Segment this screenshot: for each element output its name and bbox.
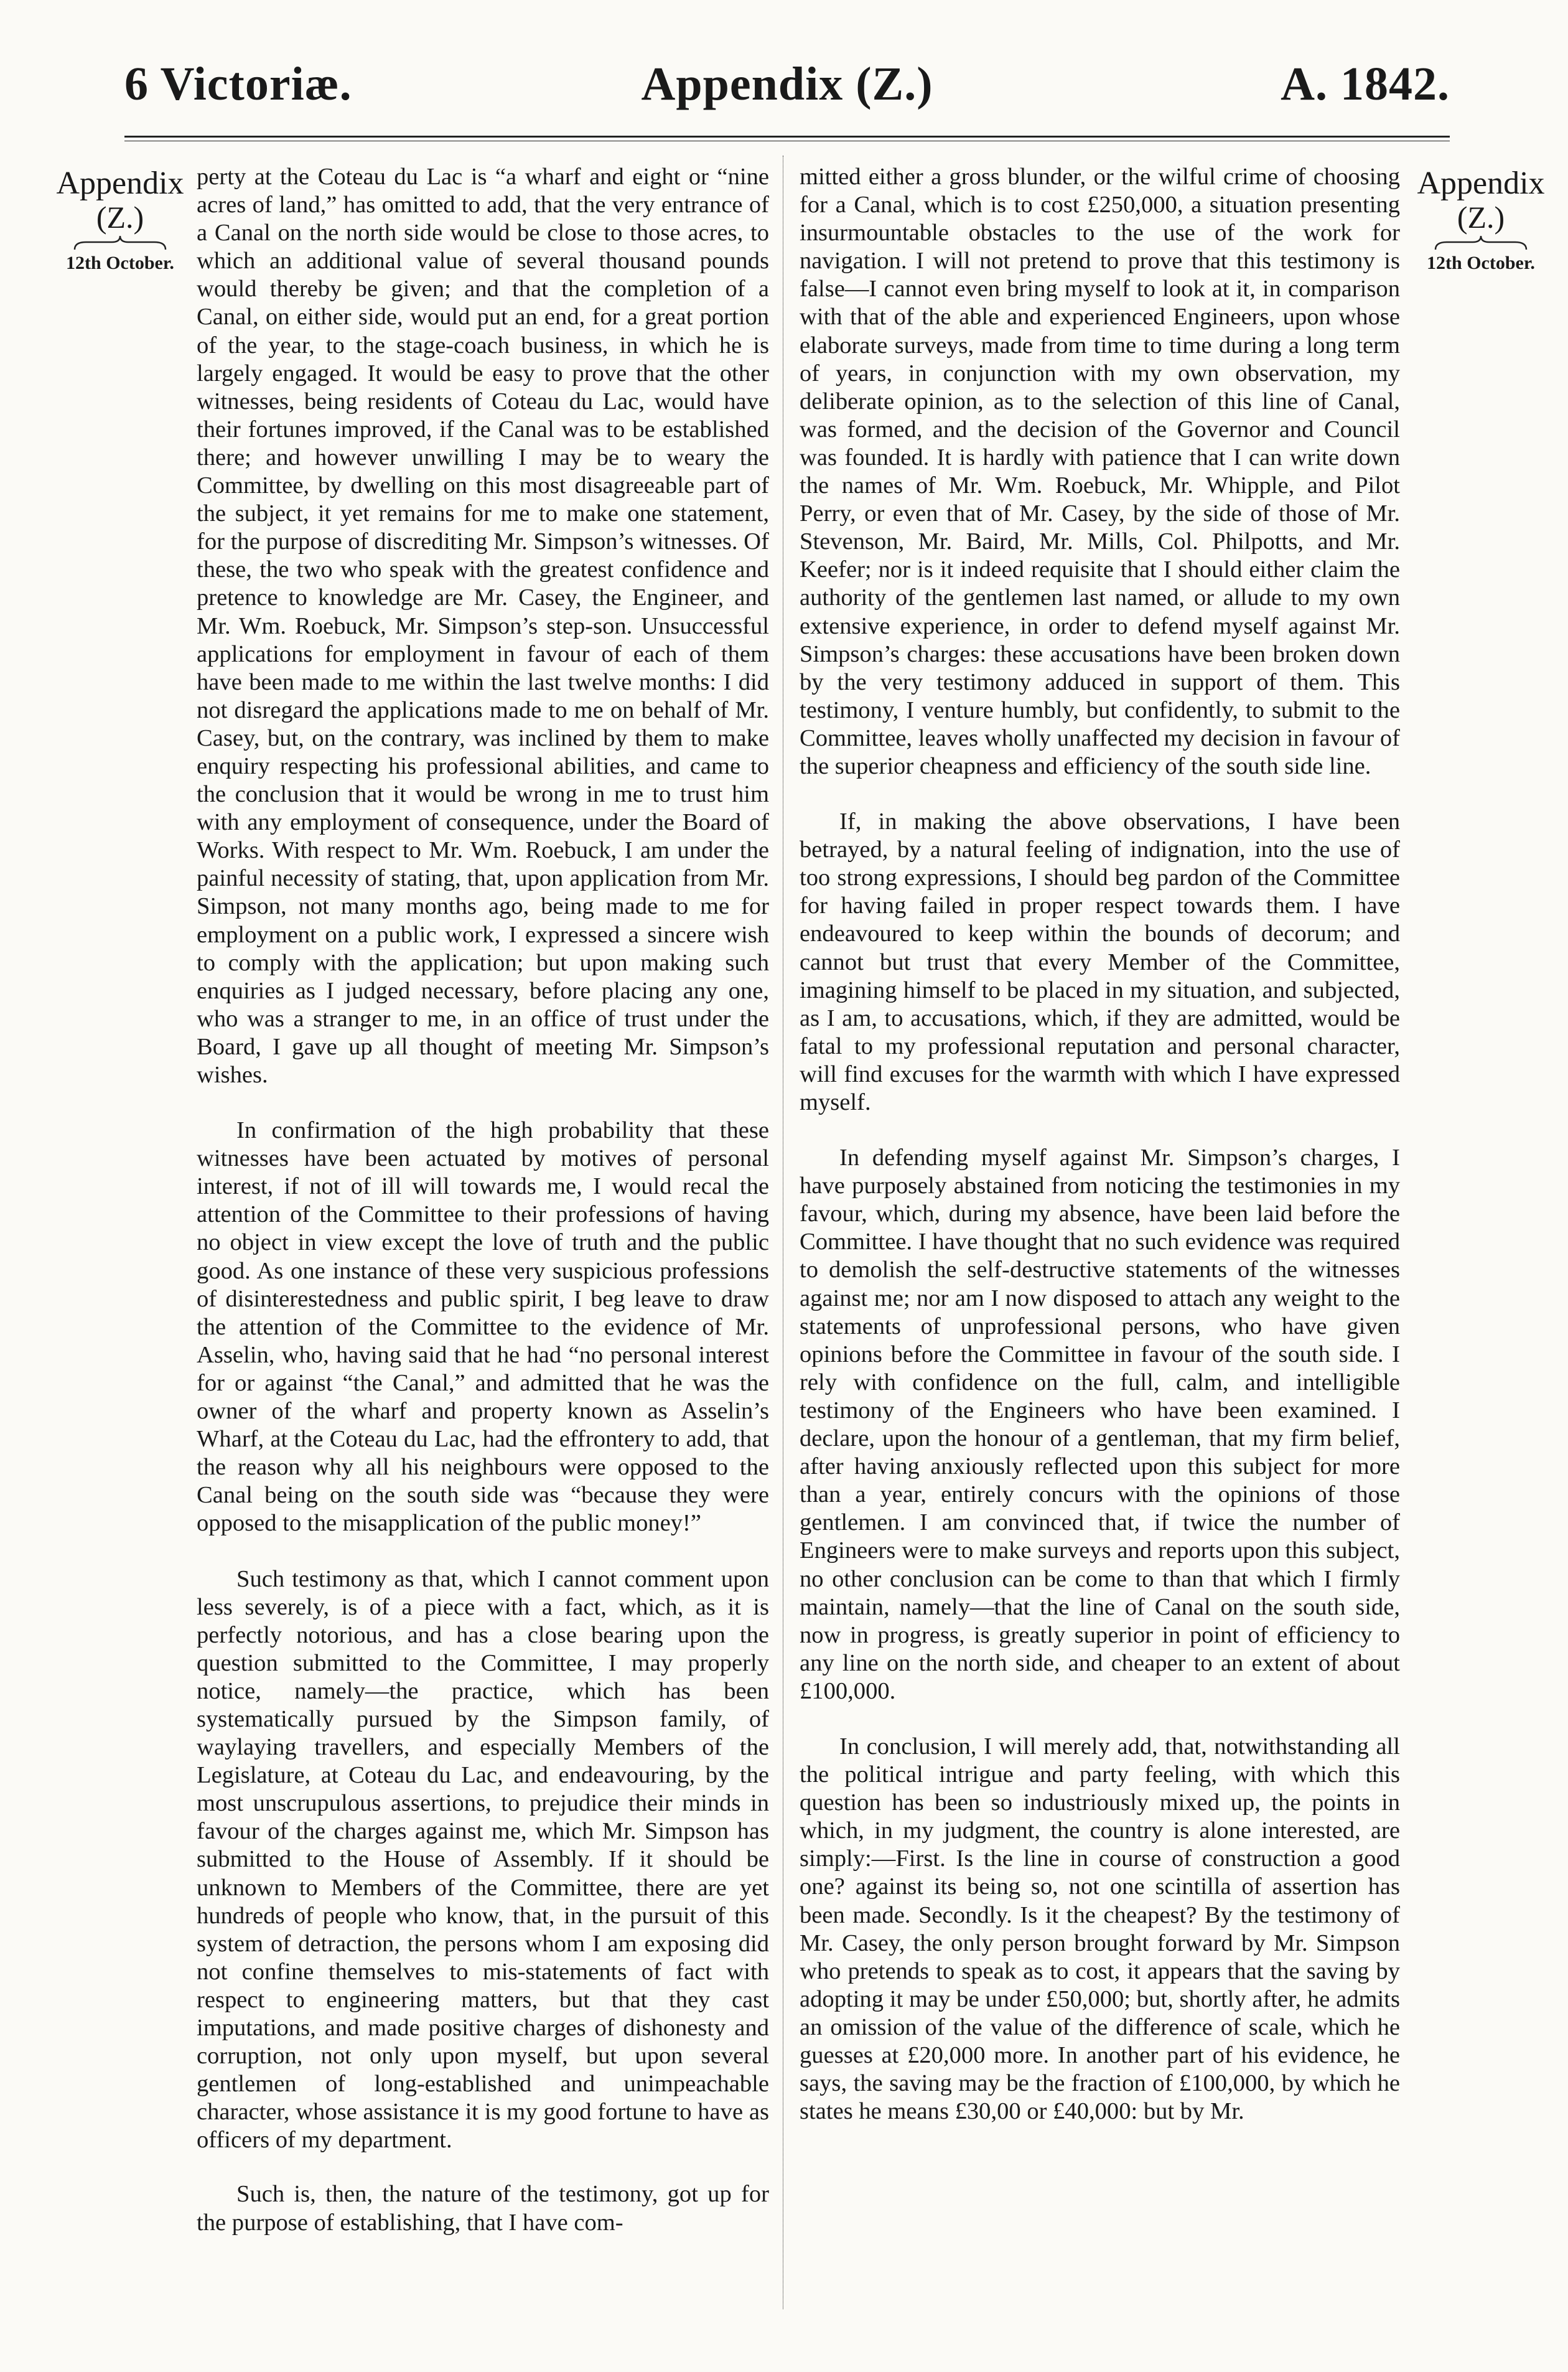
- left-column: [197, 163, 769, 2237]
- running-header: [124, 57, 1450, 126]
- paragraph: mitted either a gross blunder, or the wilful crime of choosing for a Canal, which is to cost £250,000, a situation presenting insurmountable obstacles to the use of the work for navigation. I will not pretend to prove that this testimony is false—I cannot even bring myself to look at it, in comparison with that of the able and experienced Engineers, upon whose elaborate surveys, made from time to time during a long term of years, in conjunction with my own observation, my deliberate opinion, as to the selection of this line of Canal, was formed, and the decision of the Governor and Council was founded. It is hardly with patience that I can write down the names of Mr. Wm. Roebuck, Mr. Whipple, and Pilot Perry, or even that of Mr. Casey, by the side of those of Mr. Stevenson, Mr. Baird, Mr. Mills, Col. Philpotts, and Mr. Keefer; nor is it indeed requisite that I should either claim the authority of the gentlemen last named, or allude to my own extensive experience, in order to defend myself against Mr. Simpson’s charges: these accusations have been broken down by the very testimony adduced in support of them. This testimony, I venture humbly, but confidently, to submit to the Committee, leaves wholly unaffected my decision in favour of the superior cheapness and efficiency of the south side line.: [800, 164, 1400, 779]
- margin-sub: (Z.): [96, 199, 144, 235]
- brace-icon: [73, 235, 167, 251]
- margin-note-right: [1412, 167, 1549, 273]
- margin-note-left: [55, 167, 185, 273]
- margin-date: 12th October.: [1427, 253, 1535, 274]
- margin-date: 12th October.: [66, 253, 174, 274]
- paragraph: Such testimony as that, which I cannot comment upon less severely, is of a piece with a fact, which, as it is perfectly notorious, and has a close bearing upon the question submitted to the Committee, I may properly notice, namely—the practice, which has been systematically pursued by the Simpson family, of waylaying travellers, and especially Members of the Legislature, at Coteau du Lac, and endeavouring, by the most unscrupulous assertions, to prejudice their minds in favour of the charges against me, which Mr. Simpson has submitted to the House of Assembly. If it should be unknown to Members of the Committee, there are yet hundreds of people who know, that, in the pursuit of this system of detraction, the persons whom I am exposing did not confine themselves to mis-statements of fact with respect to engineering matters, but that they cast imputations, and made positive charges of dishonesty and corruption, not only upon myself, but upon several gentlemen of long-established and unimpeachable character, whose assistance it is my good fortune to have as officers of my department.: [197, 1565, 769, 2154]
- paragraph: In confirmation of the high probability that these witnesses have been actuated by motives of personal interest, if not of ill will towards me, I would recal the attention of the Committee to their professions of having no object in view except the love of truth and the public good. As one instance of these very suspicious professions of disinterestedness and public spirit, I beg leave to draw the attention of the Committee to the evidence of Mr. Asselin, who, having said that he had “no personal interest for or against “the Canal,” and admitted that he was the owner of the wharf and property known as Asselin’s Wharf, at the Coteau du Lac, had the effrontery to add, that the reason why all his neighbours were opposed to the Canal being on the south side was “because they were opposed to the misapplication of the public money!”: [197, 1117, 769, 1537]
- right-column: [800, 163, 1400, 2126]
- paragraph: In defending myself against Mr. Simpson’s charges, I have purposely abstained from noticing the testimonies in my favour, which, during my absence, have been laid before the Committee. I have thought that no such evidence was required to demolish the self-destructive statements of the witnesses against me; nor am I now disposed to attach any weight to the statements of unprofessional persons, who have given opinions before the Committee in favour of the south side. I rely with confidence on the full, calm, and intelligible testimony of the Engineers who have been examined. I declare, upon the honour of a gentleman, that my firm belief, after having anxiously reflected upon this subject for more than a year, entirely concurs with the opinions of those gentlemen. I am convinced that, if twice the number of Engineers were to make surveys and reports upon this subject, no other conclusion can be come to than that which I firmly maintain, namely—that the line of Canal on the south side, now in progress, is greatly superior in point of efficiency to any line on the north side, and cheaper to an extent of about £100,000.: [800, 1145, 1400, 1704]
- paragraph: perty at the Coteau du Lac is “a wharf and eight or “nine acres of land,” has omitted to add, that the very entrance of a Canal on the north side would be close to those acres, to which an additional value of several thousand pounds would thereby be given; and that the completion of a Canal, on either side, would put an end, for a great portion of the year, to the stage-coach business, in which he is largely engaged. It would be easy to prove that the other witnesses, being residents of Coteau du Lac, would have their fortunes improved, if the Canal was to be established there; and however unwilling I may be to weary the Committee, by dwelling on this most disagreeable part of the subject, it yet remains for me to make one statement, for the purpose of discrediting Mr. Simpson’s witnesses. Of these, the two who speak with the greatest confidence and pretence to knowledge are Mr. Casey, the Engineer, and Mr. Wm. Roebuck, Mr. Simpson’s step-son. Unsuccessful applications for employment in favour of each of them have been made to me within the last twelve months: I did not disregard the applications made to me on behalf of Mr. Casey, but, on the contrary, was inclined by them to make enquiry respecting his professional abilities, and came to the conclusion that it would be wrong in me to trust him with any employment of consequence, under the Board of Works. With respect to Mr. Wm. Roebuck, I am under the painful necessity of stating, that, upon application from Mr. Simpson, not many months ago, being made to me for employment on a public work, I expressed a sincere wish to comply with the application; but upon making such enquiries as I judged necessary, before placing any one, who was a stranger to me, in an office of trust under the Board, I gave up all thought of meeting Mr. Simpson’s wishes.: [197, 164, 769, 1088]
- margin-label: Appendix: [56, 166, 184, 201]
- header-regnal-year: 6 Victoriæ.: [124, 58, 352, 110]
- header-year: A. 1842.: [1281, 58, 1450, 110]
- brace-icon: [1434, 235, 1528, 251]
- margin-sub: (Z.): [1457, 199, 1505, 235]
- paragraph: If, in making the above observations, I have been betrayed, by a natural feeling of indignation, into the use of too strong expressions, I should beg pardon of the Committee for having failed in proper respect towards them. I have endeavoured to keep within the bounds of decorum; and cannot but trust that every Member of the Committee, imagining himself to be placed in my situation, and subjected, as I am, to accusations, which, if they are admitted, would be fatal to my professional reputation and personal character, will find excuses for the warmth with which I have expressed myself.: [800, 809, 1400, 1115]
- header-rule-thick: [124, 136, 1450, 138]
- paragraph: In conclusion, I will merely add, that, notwithstanding all the political intrigue and party feeling, with which this question has been so industriously mixed up, the points in which, in my judgment, the country is alone interested, are simply:—First. Is the line in course of construction a good one? against its being so, not one scintilla of assertion has been made. Secondly. Is it the cheapest? By the testimony of Mr. Casey, the only person brought forward by Mr. Simpson who pretends to speak as to cost, it appears that the saving by adopting it may be under £50,000; but, shortly after, he admits an omission of the value of the difference of scale, which he guesses at £20,000 more. In another part of his evidence, he says, the saving may be the fraction of £100,000, by which he states he means £30,00 or £40,000: but by Mr.: [800, 1733, 1400, 2125]
- header-appendix-title: Appendix (Z.): [641, 58, 933, 110]
- margin-label: Appendix: [1417, 166, 1545, 201]
- paragraph: Such is, then, the nature of the testimony, got up for the purpose of establishing, that I have com-: [197, 2181, 769, 2236]
